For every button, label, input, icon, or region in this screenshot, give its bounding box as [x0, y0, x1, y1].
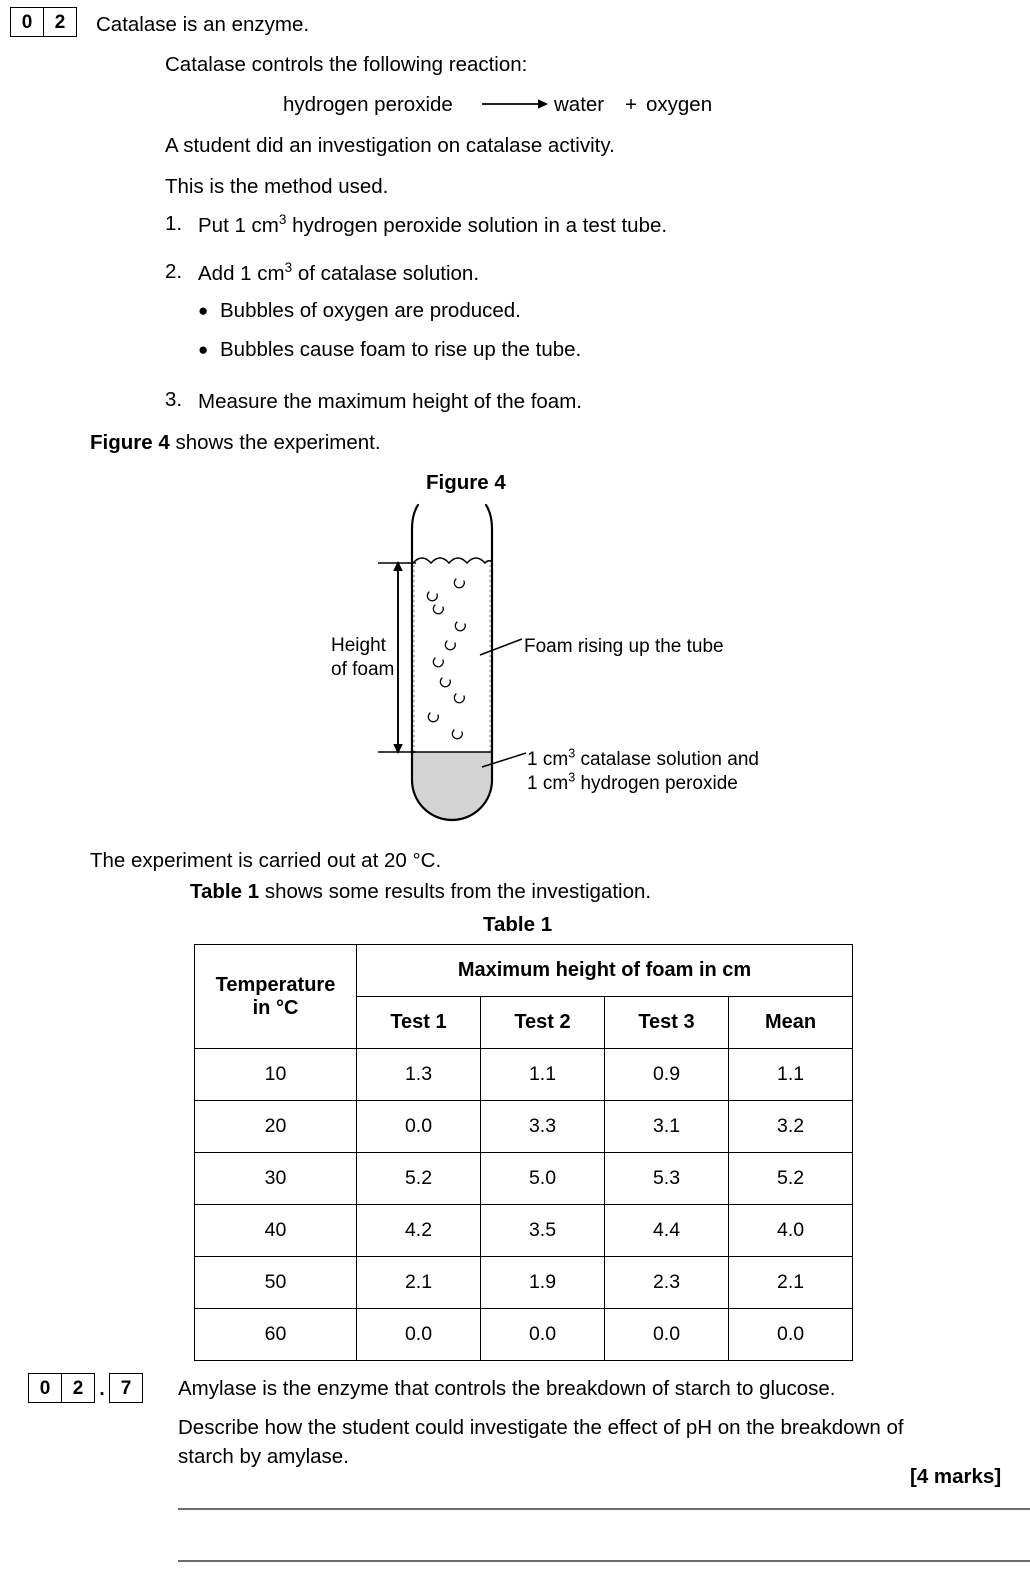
foam-rising-label: Foam rising up the tube	[524, 636, 724, 657]
cell-mean: 2.1	[729, 1257, 853, 1309]
sub-question-sub-digit: 7	[109, 1373, 143, 1403]
bullet-dot-icon: ●	[198, 340, 209, 359]
cell-test1: 1.3	[357, 1049, 481, 1101]
bullet-2-text: Bubbles cause foam to rise up the tube.	[220, 338, 582, 361]
cell-test3: 3.1	[605, 1101, 729, 1153]
figure-ref-bold: Figure 4	[90, 431, 170, 454]
header-max-height: Maximum height of foam in cm	[357, 945, 853, 997]
cell-mean: 4.0	[729, 1205, 853, 1257]
method-step-1-number: 1.	[165, 212, 183, 235]
cell-test2: 1.9	[481, 1257, 605, 1309]
table-row	[195, 1205, 853, 1257]
method-step-2-text	[198, 260, 479, 287]
cell-temperature: 50	[195, 1257, 357, 1309]
table-row	[195, 1257, 853, 1309]
answer-line[interactable]	[178, 1508, 1030, 1510]
cell-test1: 0.0	[357, 1309, 481, 1361]
cell-test2: 1.1	[481, 1049, 605, 1101]
header-test-2: Test 2	[481, 997, 605, 1049]
question-number-box	[10, 7, 77, 37]
cell-test3: 0.0	[605, 1309, 729, 1361]
step1-sup: 3	[278, 212, 287, 228]
cell-test3: 4.4	[605, 1205, 729, 1257]
cell-test1: 0.0	[357, 1101, 481, 1153]
solution-label-line-1	[527, 748, 759, 772]
cell-temperature: 40	[195, 1205, 357, 1257]
header-test-1: Test 1	[357, 997, 481, 1049]
reaction-reactant: hydrogen peroxide	[283, 93, 453, 116]
step2-sup: 3	[284, 260, 293, 276]
cell-test2: 3.3	[481, 1101, 605, 1153]
table-row	[195, 1049, 853, 1101]
reaction-plus-sign: +	[625, 93, 637, 116]
sub-question-line-3: starch by amylase.	[178, 1445, 349, 1468]
sub-question-line-1: Amylase is the enzyme that controls the breakdown of starch to glucose.	[178, 1377, 836, 1400]
step1-before: Put 1 cm	[198, 214, 279, 237]
reaction-product-1: water	[554, 93, 605, 116]
table-row	[195, 1101, 853, 1153]
table-row	[195, 1153, 853, 1205]
foam-top-edge	[413, 558, 492, 563]
cell-mean: 1.1	[729, 1049, 853, 1101]
figure-reference-text	[90, 429, 381, 456]
reaction-product-2: oxygen	[646, 93, 713, 116]
question-intro-text: Catalase is an enzyme.	[96, 13, 310, 36]
header-temperature	[195, 945, 357, 1049]
header-mean: Mean	[729, 997, 853, 1049]
solution-label	[527, 748, 759, 796]
answer-line[interactable]	[178, 1560, 1030, 1562]
step1-after: hydrogen peroxide solution in a test tube.	[286, 214, 668, 237]
foam-bubbles	[427, 579, 465, 739]
cell-mean: 0.0	[729, 1309, 853, 1361]
table-header-row-1	[195, 945, 853, 997]
cell-temperature: 60	[195, 1309, 357, 1361]
method-bullet-2	[198, 338, 581, 362]
right-arrow-icon	[482, 94, 548, 114]
method-step-3-number: 3.	[165, 388, 183, 411]
question-digit-0: 0	[10, 7, 44, 37]
table-ref-rest: shows some results from the investigation.	[259, 880, 652, 903]
sol-l1-before: 1 cm	[527, 749, 569, 770]
step2-before: Add 1 cm	[198, 262, 285, 285]
bullet-1-text: Bubbles of oxygen are produced.	[220, 299, 521, 322]
cell-test2: 5.0	[481, 1153, 605, 1205]
table-title: Table 1	[483, 913, 553, 936]
cell-mean: 5.2	[729, 1153, 853, 1205]
method-step-2-number: 2.	[165, 260, 183, 283]
table-row	[195, 1309, 853, 1361]
cell-temperature: 30	[195, 1153, 357, 1205]
sub-question-number-box	[28, 1373, 143, 1403]
cell-temperature: 10	[195, 1049, 357, 1101]
sub-question-digit-1: 2	[62, 1373, 95, 1403]
cell-test1: 4.2	[357, 1205, 481, 1257]
cell-test1: 2.1	[357, 1257, 481, 1309]
temperature-statement: The experiment is carried out at 20 °C.	[90, 849, 442, 872]
cell-mean: 3.2	[729, 1101, 853, 1153]
method-step-1-text	[198, 212, 667, 239]
header-test-3: Test 3	[605, 997, 729, 1049]
sol-l2-sup: 3	[568, 770, 576, 785]
sub-question-line-2: Describe how the student could investigate the effect of pH on the breakdown of	[178, 1416, 904, 1439]
cell-test2: 3.5	[481, 1205, 605, 1257]
step2-after: of catalase solution.	[292, 262, 480, 285]
cell-temperature: 20	[195, 1101, 357, 1153]
results-table	[194, 944, 853, 1361]
cell-test3: 5.3	[605, 1153, 729, 1205]
sol-l1-after: catalase solution and	[575, 749, 759, 770]
height-label-line-1: Height	[331, 635, 386, 656]
sol-l2-after: hydrogen peroxide	[575, 772, 738, 794]
cell-test3: 2.3	[605, 1257, 729, 1309]
method-step-3-text: Measure the maximum height of the foam.	[198, 390, 582, 413]
height-of-foam-label	[331, 634, 394, 682]
sol-l1-sup: 3	[568, 746, 576, 761]
solution-label-line-2	[527, 772, 759, 796]
controls-reaction-text: Catalase controls the following reaction:	[165, 53, 528, 76]
method-intro-text: This is the method used.	[165, 175, 389, 198]
table-ref-bold: Table 1	[190, 880, 260, 903]
figure-ref-rest: shows the experiment.	[169, 431, 381, 454]
question-digit-1: 2	[44, 7, 77, 37]
cell-test1: 5.2	[357, 1153, 481, 1205]
bullet-dot-icon: ●	[198, 301, 209, 320]
foam-leader-line	[480, 639, 522, 655]
table-reference-text	[190, 878, 651, 905]
investigation-text: A student did an investigation on catalase activity.	[165, 134, 615, 157]
method-bullet-1	[198, 299, 521, 323]
header-temp-line-2: in °C	[252, 996, 299, 1019]
figure-title: Figure 4	[426, 471, 506, 494]
height-label-line-2: of foam	[331, 658, 395, 680]
sub-question-digit-0: 0	[28, 1373, 62, 1403]
cell-test2: 0.0	[481, 1309, 605, 1361]
header-temp-line-1: Temperature	[215, 973, 336, 996]
cell-test3: 0.9	[605, 1049, 729, 1101]
marks-allocation: [4 marks]	[910, 1465, 1002, 1488]
sol-l2-before: 1 cm	[527, 772, 569, 794]
sub-question-decimal: .	[99, 1379, 105, 1400]
